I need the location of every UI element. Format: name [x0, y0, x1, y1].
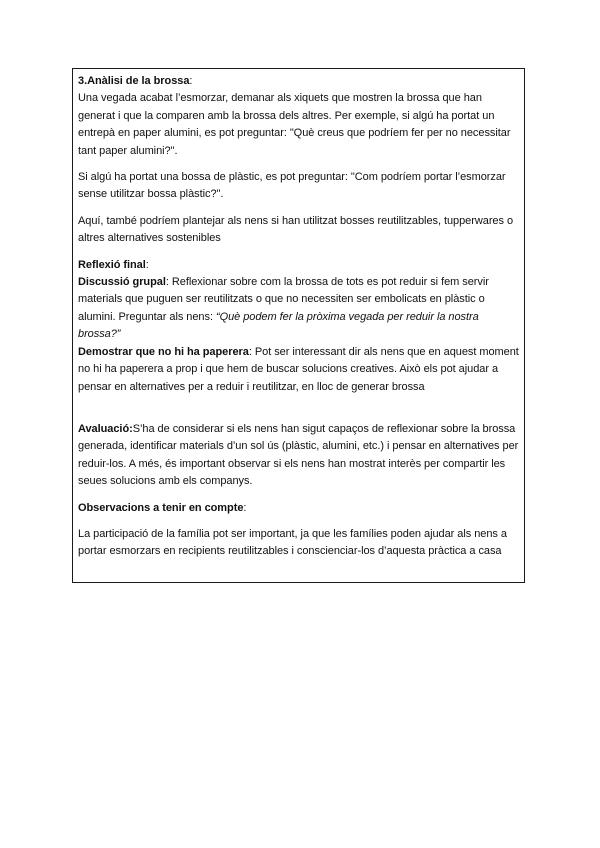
section3-heading-line: [78, 73, 519, 90]
discussio-paragraph: [78, 274, 519, 344]
activity-content-box: [72, 68, 525, 583]
discussio-text: : Reflexionar sobre com la brossa de tots es pot reduir si fem servir materials que puguen ser reutilitzats o que no necessiten ser embolicats en plàstic o alumini. Preguntar als nens:: [78, 276, 489, 323]
section3-paragraph-1: Una vegada acabat l’esmorzar, demanar als xiquets que mostren la brossa que han generat i que la comparen amb la brossa dels altres. Per exemple, si algú ha portat un entrepà en paper alumini, es pot preguntar: "Què creus que podríem fer per no necessitar tant paper alumini?".: [78, 92, 511, 157]
paperera-paragraph: [78, 344, 519, 396]
paperera-label: Demostrar que no hi ha paperera: [78, 345, 249, 358]
reflexio-heading-colon: :: [145, 258, 149, 271]
observacions-heading: Observacions a tenir en compte: [78, 501, 244, 514]
section3-paragraph-2: Si algú ha portat una bossa de plàstic, es pot preguntar: "Com podríem portar l’esmorzar sense utilitzar bossa plàstic?".: [78, 171, 506, 201]
avaluacio-paragraph: [78, 421, 519, 491]
avaluacio-label: Avaluació:: [78, 422, 133, 435]
reflexio-heading-line: [78, 257, 519, 274]
section3-paragraph-3: Aquí, també podríem plantejar als nens si han utilitzat bosses reutilitzables, tupperwares o altres alternatives sostenibles: [78, 214, 514, 245]
section3-heading: 3.Anàlisi de la brossa: [78, 75, 190, 87]
observacions-heading-colon: :: [243, 501, 247, 514]
discussio-label: Discussió grupal: [78, 276, 166, 289]
paperera-text: : Pot ser interessant dir als nens que en aquest moment no hi ha paperera a prop i que hem de buscar solucions creatives. Això els pot ajudar a pensar en alternatives per a reduir i reutilitzar, en lloc de generar brossa: [78, 345, 519, 393]
section3-heading-colon: :: [189, 75, 193, 87]
discussio-question: “Què podem fer la pròxima vegada per reduir la nostra brossa?”: [78, 310, 479, 341]
avaluacio-text: S’ha de considerar si els nens han sigut capaços de reflexionar sobre la brossa generada, identificar materials d’un sol ús (plàstic, alumini, etc.) i pensar en alternatives per reduir-los. A més, és important observar si els nens han mostrat interès per compartir les seues solucions amb els companys.: [78, 422, 519, 488]
reflexio-heading: Reflexió final: [78, 258, 146, 271]
observacions-heading-line: [78, 500, 519, 517]
observacions-paragraph: La participació de la família pot ser important, ja que les famílies poden ajudar als nens a portar esmorzars en recipients reutilitzables i conscienciar-los d’aquesta pràctica a casa: [78, 527, 507, 558]
